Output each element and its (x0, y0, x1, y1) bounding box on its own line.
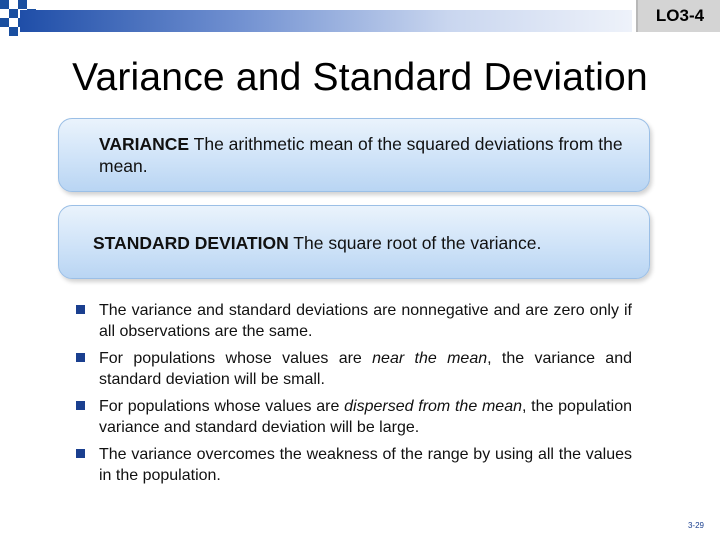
variance-definition-box (58, 118, 650, 192)
square-bullet-icon (76, 401, 85, 410)
square-bullet-icon (76, 449, 85, 458)
variance-definition (99, 133, 639, 177)
bullet-item (76, 300, 632, 342)
bullet-emphasis: dispersed from the mean (344, 398, 522, 415)
definition-text: The square root of the variance. (293, 233, 542, 253)
definition-term: VARIANCE (99, 134, 190, 154)
bullet-emphasis: near the mean (372, 350, 488, 367)
learning-objective-tag: LO3-4 (636, 0, 720, 32)
standard-deviation-definition-box (58, 205, 650, 279)
bullet-item (76, 396, 632, 438)
bullet-text: The variance and standard deviations are nonnegative and are zero only if all observations are the same. (99, 302, 632, 340)
bullet-item (76, 444, 632, 486)
square-bullet-icon (76, 305, 85, 314)
bullet-text: For populations whose values are (99, 398, 345, 415)
bullet-item (76, 348, 632, 390)
bullet-list (76, 300, 632, 492)
bullet-text: , the population variance and standard deviation will be large. (99, 398, 632, 436)
slide-title: Variance and Standard Deviation (72, 56, 648, 99)
page-number: 3-29 (687, 521, 704, 530)
header-gradient-bar (20, 10, 632, 32)
standard-deviation-definition (93, 232, 643, 254)
definition-text: The arithmetic mean of the squared deviations from the mean. (99, 134, 623, 176)
bullet-text: For populations whose values are (99, 350, 373, 367)
definition-term: STANDARD DEVIATION (93, 233, 289, 253)
bullet-text: The variance overcomes the weakness of the range by using all the values in the population. (99, 446, 632, 484)
bullet-text: , the variance and standard deviation will be small. (99, 350, 632, 388)
square-bullet-icon (76, 353, 85, 362)
